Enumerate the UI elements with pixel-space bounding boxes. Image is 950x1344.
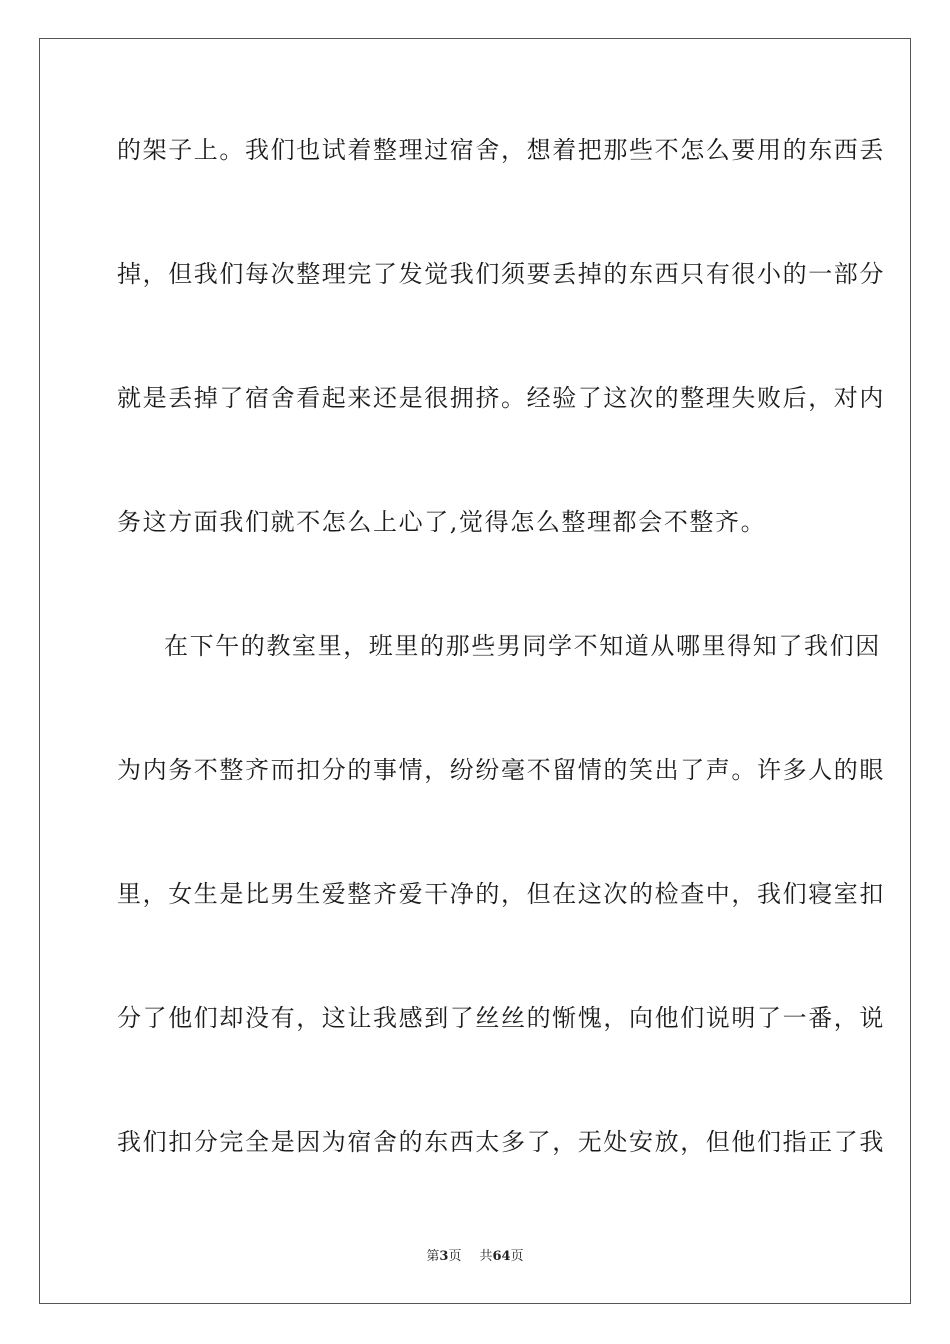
total-suffix: 页	[510, 1249, 524, 1264]
text-line-5-paragraph-start: 在下午的教室里，班里的那些男同学不知道从哪里得知了我们因	[164, 632, 881, 660]
text-line-9: 我们扣分完全是因为宿舍的东西太多了，无处安放，但他们指正了我	[117, 1128, 885, 1156]
total-pages: 64	[492, 1249, 511, 1264]
text-line-1: 的架子上。我们也试着整理过宿舍，想着把那些不怎么要用的东西丢	[117, 136, 885, 164]
text-line-7: 里，女生是比男生爱整齐爱干净的，但在这次的检查中，我们寝室扣	[117, 880, 885, 908]
text-line-6: 为内务不整齐而扣分的事情，纷纷毫不留情的笑出了声。许多人的眼	[117, 756, 885, 784]
text-line-3: 就是丢掉了宿舍看起来还是很拥挤。经验了这次的整理失败后，对内	[117, 384, 885, 412]
page-prefix: 第	[426, 1249, 440, 1264]
page-number: 3	[439, 1249, 449, 1264]
text-line-4: 务这方面我们就不怎么上心了,觉得怎么整理都会不整齐。	[117, 508, 767, 536]
text-line-2: 掉，但我们每次整理完了发觉我们须要丢掉的东西只有很小的一部分	[117, 260, 885, 288]
page-suffix: 页	[448, 1249, 462, 1264]
total-prefix: 共	[479, 1249, 493, 1264]
page-footer	[0, 1248, 950, 1266]
text-line-8: 分了他们却没有，这让我感到了丝丝的惭愧，向他们说明了一番，说	[117, 1004, 885, 1032]
page-border	[39, 38, 911, 1304]
